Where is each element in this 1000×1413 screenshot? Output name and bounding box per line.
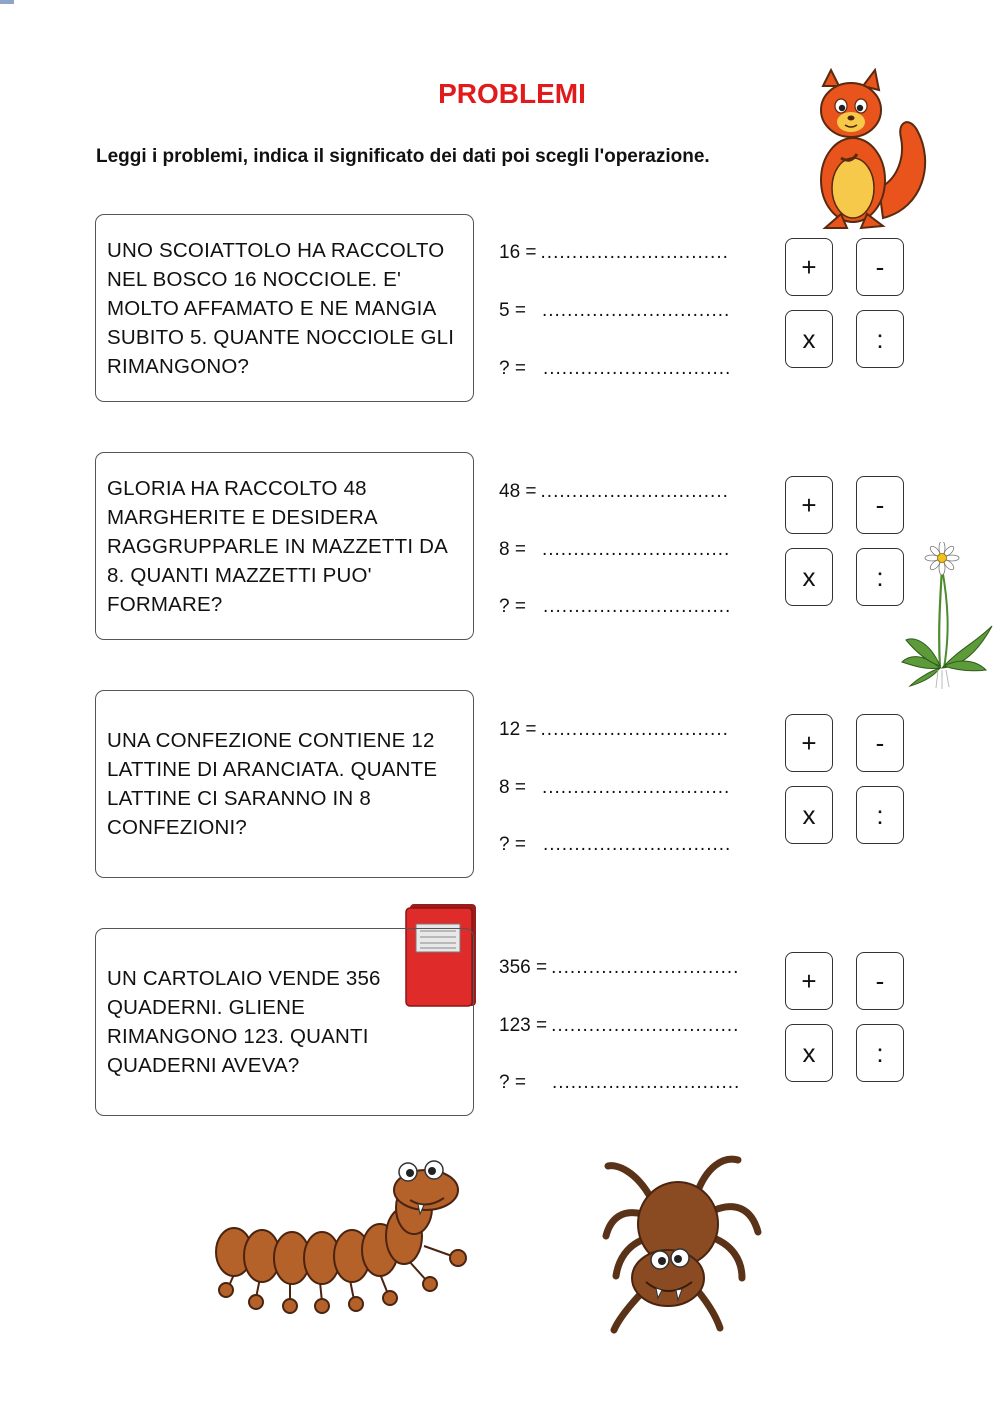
data-label: ? = <box>499 596 526 617</box>
plus-button[interactable]: + <box>785 714 833 772</box>
answer-blank[interactable]: .............................. <box>551 1072 741 1093</box>
problem-4-box <box>95 928 474 1116</box>
multiply-button[interactable]: x <box>785 548 833 606</box>
problem-3-data-1[interactable] <box>499 719 729 741</box>
data-label: 48 = <box>499 481 537 502</box>
answer-blank[interactable]: .............................. <box>541 539 731 560</box>
problem-2-data-2[interactable] <box>499 539 730 561</box>
problem-2-data-1[interactable] <box>499 481 729 503</box>
plus-button[interactable]: + <box>785 238 833 296</box>
answer-blank[interactable]: .............................. <box>541 777 731 798</box>
data-label: 8 = <box>499 539 526 560</box>
minus-button[interactable]: - <box>856 476 904 534</box>
answer-blank[interactable]: .............................. <box>540 719 729 740</box>
minus-button[interactable]: - <box>856 952 904 1010</box>
data-label: 16 = <box>499 242 537 263</box>
multiply-button[interactable]: x <box>785 1024 833 1082</box>
problem-4-data-3[interactable] <box>499 1072 740 1094</box>
answer-blank[interactable]: .............................. <box>540 481 729 502</box>
instruction-text: Leggi i problemi, indica il significato dei dati poi scegli l'operazione. <box>96 146 710 167</box>
divide-button[interactable]: : <box>856 548 904 606</box>
divide-button[interactable]: : <box>856 1024 904 1082</box>
data-label: 8 = <box>499 777 526 798</box>
problem-4-data-1[interactable] <box>499 957 739 979</box>
problem-2-data-3[interactable] <box>499 596 731 618</box>
data-label: 356 = <box>499 957 548 978</box>
multiply-button[interactable]: x <box>785 310 833 368</box>
answer-blank[interactable]: .............................. <box>542 596 732 617</box>
problem-1-data-1[interactable] <box>499 242 729 264</box>
problem-2-text: GLORIA HA RACCOLTO 48 MARGHERITE E DESIDERA RAGGRUPPARLE IN MAZZETTI DA 8. QUANTI MAZZETTI PUO' FORMARE? <box>107 476 447 616</box>
data-label: ? = <box>499 834 526 855</box>
data-label: ? = <box>499 358 526 379</box>
answer-blank[interactable]: .............................. <box>542 358 732 379</box>
minus-button[interactable]: - <box>856 238 904 296</box>
problem-2-box <box>95 452 474 640</box>
answer-blank[interactable]: .............................. <box>540 242 729 263</box>
minus-button[interactable]: - <box>856 714 904 772</box>
plus-button[interactable]: + <box>785 952 833 1010</box>
corner-mark <box>0 0 14 4</box>
answer-blank[interactable]: .............................. <box>551 1015 740 1036</box>
data-label: ? = <box>499 1072 526 1093</box>
divide-button[interactable]: : <box>856 786 904 844</box>
problem-3-box <box>95 690 474 878</box>
answer-blank[interactable]: .............................. <box>541 300 731 321</box>
problem-4-text: UN CARTOLAIO VENDE 356 QUADERNI. GLIENE RIMANGONO 123. QUANTI QUADERNI AVEVA? <box>107 967 381 1077</box>
problem-1-data-2[interactable] <box>499 300 730 322</box>
squirrel-icon <box>805 68 930 236</box>
problem-1-text: UNO SCOIATTOLO HA RACCOLTO NEL BOSCO 16 NOCCIOLE. E' MOLTO AFFAMATO E NE MANGIA SUBITO 5. QUANTE NOCCIOLE GLI RIMANGONO? <box>107 238 455 378</box>
data-label: 5 = <box>499 300 526 321</box>
divide-button[interactable]: : <box>856 310 904 368</box>
problem-3-text: UNA CONFEZIONE CONTIENE 12 LATTINE DI ARANCIATA. QUANTE LATTINE CI SARANNO IN 8 CONFEZIONI? <box>107 729 438 839</box>
problem-1-box <box>95 214 474 402</box>
daisy-icon <box>900 542 995 690</box>
problem-4-data-2[interactable] <box>499 1015 739 1037</box>
data-label: 123 = <box>499 1015 548 1036</box>
caterpillar-icon <box>212 1160 477 1320</box>
answer-blank[interactable]: .............................. <box>551 957 740 978</box>
page-title: PROBLEMI <box>438 78 586 109</box>
answer-blank[interactable]: .............................. <box>542 834 732 855</box>
problem-1-data-3[interactable] <box>499 358 731 380</box>
spider-icon <box>596 1140 766 1340</box>
problem-3-data-3[interactable] <box>499 834 731 856</box>
multiply-button[interactable]: x <box>785 786 833 844</box>
plus-button[interactable]: + <box>785 476 833 534</box>
data-label: 12 = <box>499 719 537 740</box>
problem-3-data-2[interactable] <box>499 777 730 799</box>
